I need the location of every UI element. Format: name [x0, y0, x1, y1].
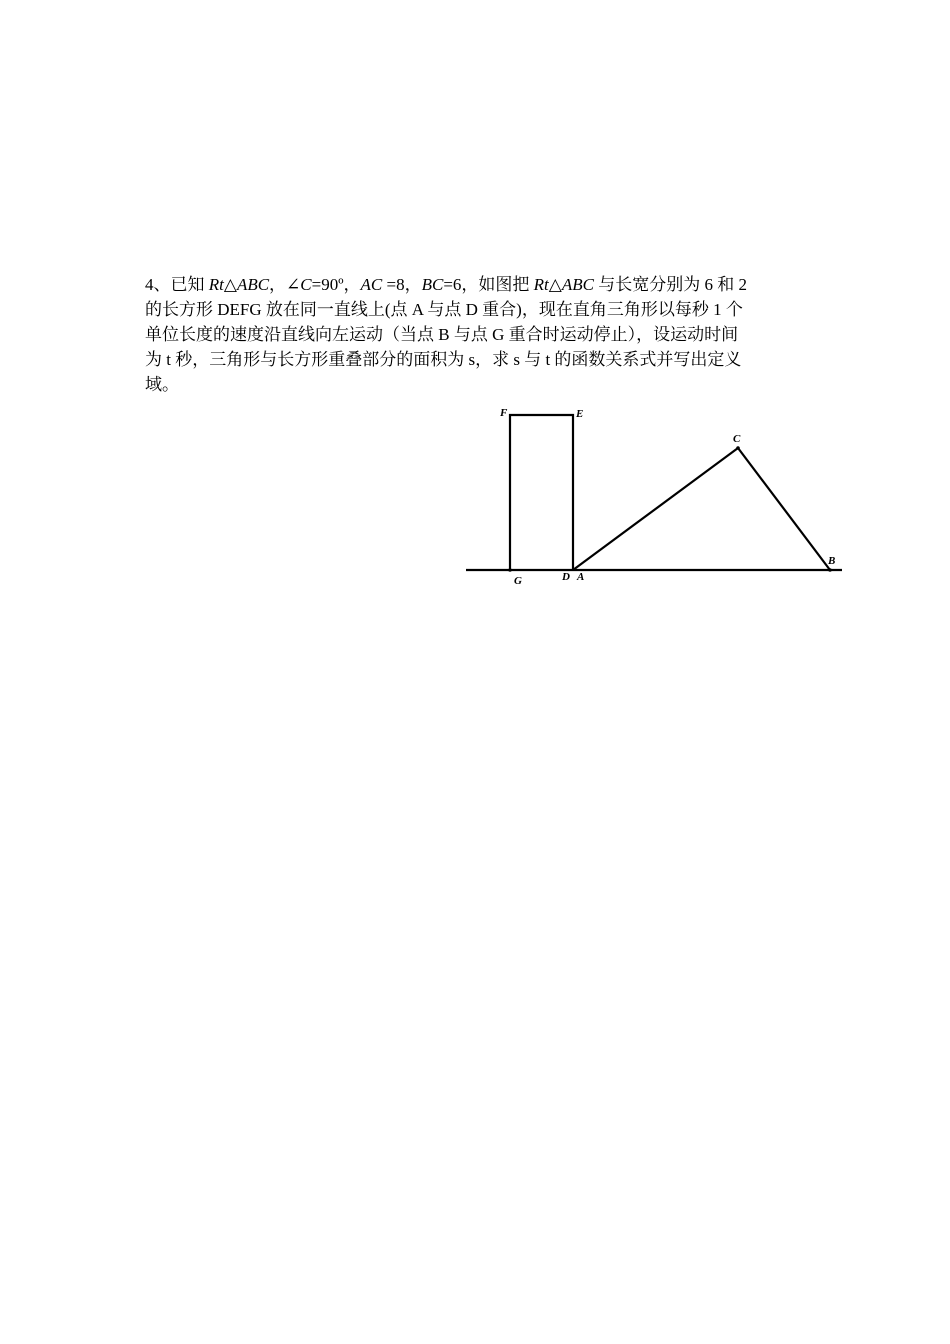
label-b: B — [828, 555, 836, 567]
problem-statement — [145, 272, 807, 397]
label-a: A — [577, 571, 585, 583]
point-g-dot — [508, 568, 512, 572]
problem-line-2: 的长方形 DEFG 放在同一直线上(点 A 与点 D 重合)，现在直角三角形以每秒 1 个 — [145, 300, 743, 319]
label-g: G — [514, 575, 522, 587]
problem-line-5: 域。 — [145, 375, 179, 394]
rectangle-defg — [510, 415, 573, 570]
problem-line-3: 单位长度的速度沿直线向左运动（当点 B 与点 G 重合时运动停止），设运动时间 — [145, 325, 739, 344]
label-c: C — [733, 433, 741, 445]
problem-number: 4 — [145, 275, 154, 294]
label-e: E — [576, 408, 584, 420]
triangle-abc — [573, 448, 830, 570]
point-b-dot — [828, 568, 832, 572]
problem-line-4: 为 t 秒，三角形与长方形重叠部分的面积为 s，求 s 与 t 的函数关系式并写出定义 — [145, 350, 742, 369]
label-d: D — [562, 571, 570, 583]
point-c-dot — [736, 446, 740, 450]
problem-line-1: 4、已知 Rt△ABC，∠C=90º，AC =8，BC=6，如图把 Rt△ABC 与长宽分别为 6 和 2 — [145, 275, 747, 294]
label-f: F — [500, 407, 508, 419]
